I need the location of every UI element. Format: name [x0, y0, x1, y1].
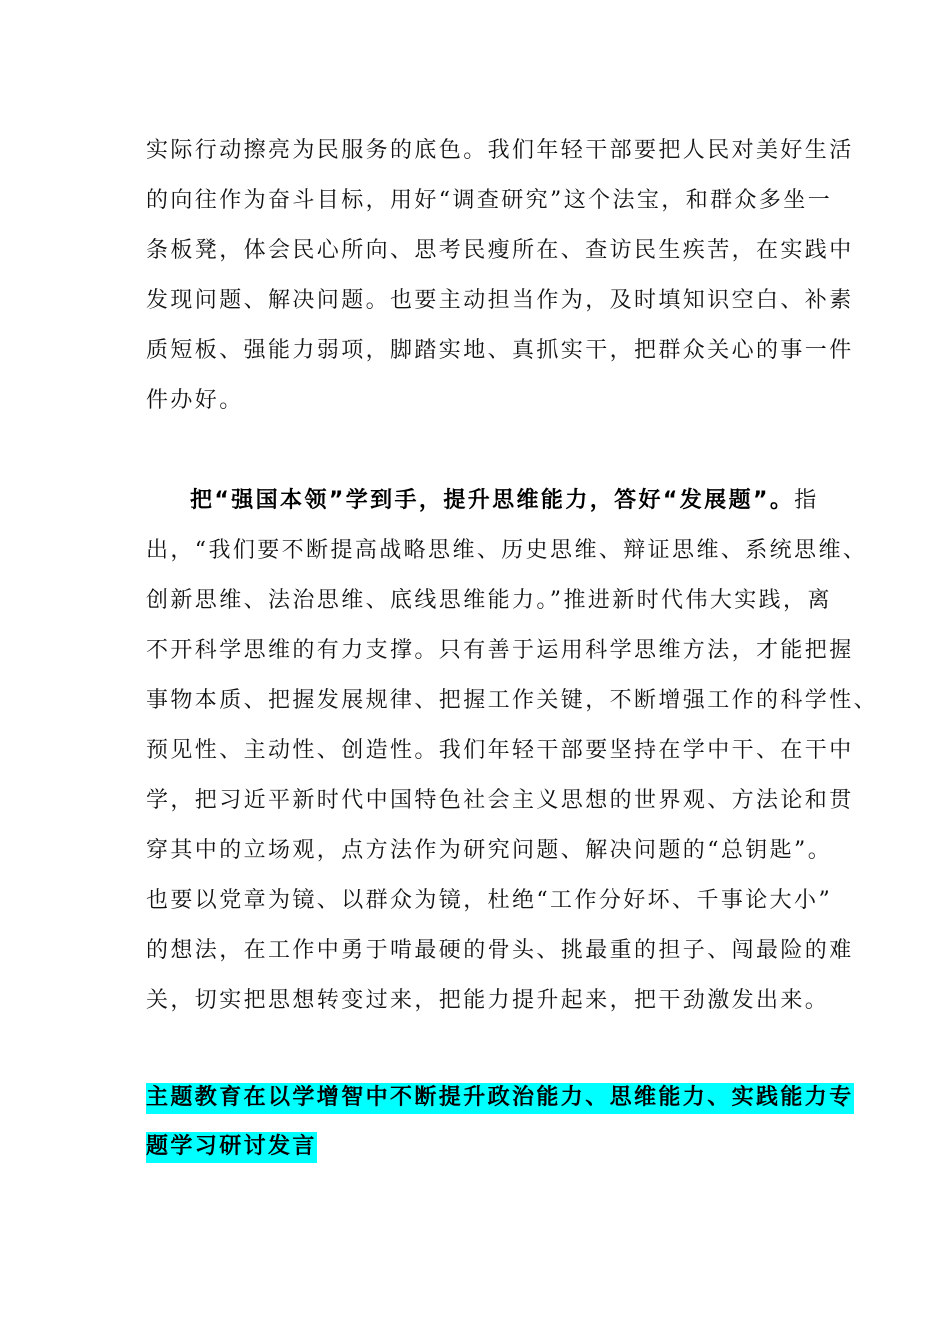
paragraph-line: 事物本质、把握发展规律、把握工作关键，不断增强工作的科学性、 — [146, 688, 879, 713]
paragraph-line: 质短板、强能力弱项，脚踏实地、真抓实干，把群众关心的事一件 — [146, 338, 854, 363]
highlighted-text: 主题教育在以学增智中不断提升政治能力、思维能力、实践能力专 — [146, 1083, 854, 1114]
paragraph-line: 实际行动擦亮为民服务的底色。我们年轻干部要把人民对美好生活 — [146, 138, 854, 163]
paragraph-first-line — [190, 486, 870, 516]
highlighted-title-line — [146, 1083, 854, 1113]
paragraph-line: 穿其中的立场观，点方法作为研究问题、解决问题的“总钥匙”。 — [146, 838, 833, 863]
paragraph-line: 学，把习近平新时代中国特色社会主义思想的世界观、方法论和贯 — [146, 788, 854, 813]
highlighted-text: 题学习研讨发言 — [146, 1132, 317, 1163]
paragraph-line: 创新思维、法治思维、底线思维能力。”推进新时代伟大实践，离 — [146, 588, 832, 613]
highlighted-title-line — [146, 1132, 826, 1162]
paragraph-line: 的想法，在工作中勇于啃最硬的骨头、挑最重的担子、闯最险的难 — [146, 938, 854, 963]
paragraph-line: 件办好。 — [146, 388, 244, 413]
paragraph-line: 发现问题、解决问题。也要主动担当作为，及时填知识空白、补素 — [146, 288, 854, 313]
paragraph-line: 也要以党章为镜、以群众为镜，杜绝“工作分好坏、千事论大小” — [146, 888, 833, 913]
paragraph-line: 出，“我们要不断提高战略思维、历史思维、辩证思维、系统思维、 — [146, 538, 868, 563]
paragraph-line: 的向往作为奋斗目标，用好“调查研究”这个法宝，和群众多坐一 — [146, 188, 833, 213]
paragraph-line-tail: 指 — [794, 488, 819, 513]
paragraph-line: 不开科学思维的有力支撑。只有善于运用科学思维方法，才能把握 — [146, 638, 854, 663]
paragraph-line: 条板凳，体会民心所向、思考民瘦所在、查访民生疾苦，在实践中 — [146, 238, 854, 263]
paragraph-line: 预见性、主动性、创造性。我们年轻干部要坚持在学中干、在干中 — [146, 738, 854, 763]
paragraph-line: 关，切实把思想转变过来，把能力提升起来，把干劲激发出来。 — [146, 988, 830, 1013]
section-heading: 把“强国本领”学到手，提升思维能力，答好“发展题”。 — [190, 488, 795, 513]
